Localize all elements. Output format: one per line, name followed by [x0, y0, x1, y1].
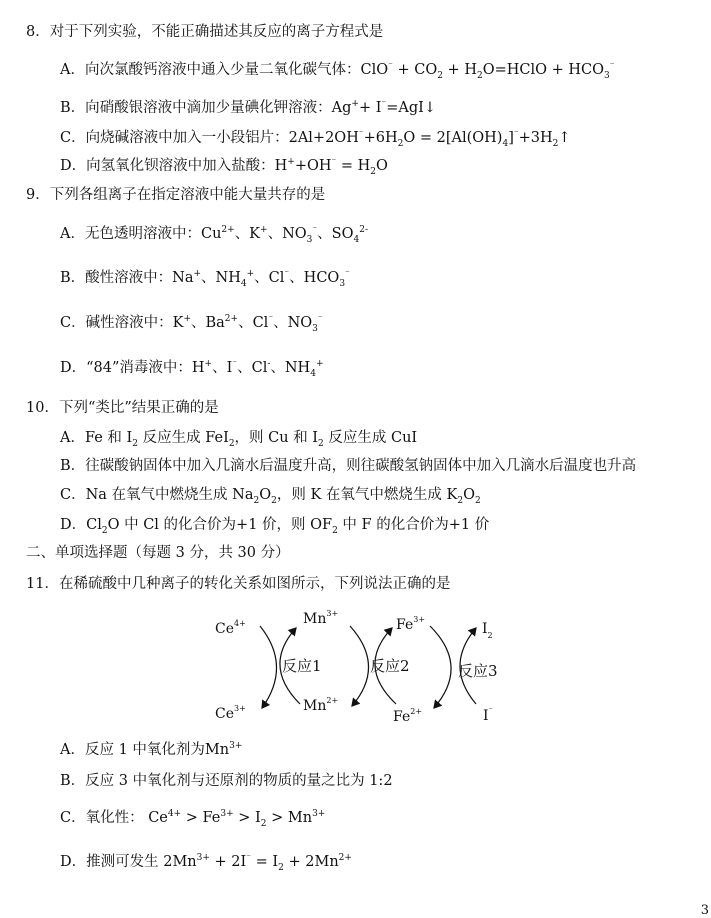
- q9-option-a: A．无色透明溶液中：$Cu^{2+}$、K+、$NO_3^{^-}$、$SO_4^{2-}$: [60, 225, 368, 245]
- q11-option-a: A．反应 1 中氧化剂为$Mn^{3+}$: [60, 741, 243, 758]
- reaction1-label: 反应1: [282, 657, 322, 675]
- q8-option-c: C．向烧碱溶液中加入一小段铝片：$2Al+2OH^{^-}+6H_2O$ = $2[Al(OH)_4]^{^-}+3H_2↑$: [60, 129, 571, 149]
- section-header: 二、单项选择题（每题 3 分，共 30 分）: [26, 545, 290, 561]
- q10-stem: 10．下列“类比”结果正确的是: [26, 400, 219, 416]
- i2-label: $I_2$: [482, 621, 493, 640]
- ce4-label: $Ce^{4+}$: [215, 619, 246, 637]
- q10-option-d: D．$Cl_2O$ 中 Cl 的化合价为+1 价，则 $OF_2$ 中 F 的化合价为+1 价: [60, 517, 490, 536]
- arc-mn3-to-mn2: [350, 626, 369, 706]
- q9-option-d: D．“84”消毒液中：H+、I⁻、Cl-、$NH_4^+$: [60, 359, 324, 379]
- arc-fe3-to-fe2: [430, 626, 451, 708]
- q11-option-c: C．氧化性： $Ce^{4+} > Fe^{3+} > I_2 > Mn^{3+}$: [60, 809, 326, 829]
- q11-option-d: D．推测可发生 $2Mn^{3+} + 2I^{^-} = I_2 + 2Mn^{2+}$: [60, 853, 352, 873]
- fe2-label: $Fe^{2+}$: [393, 707, 423, 725]
- mn2-label: $Mn^{2+}$: [303, 696, 339, 714]
- q8-option-a: A．向次氯酸钙溶液中通入少量二氧化碳气体：$ClO^{^-} + CO_2$ + $H_2O=HClO + HCO_3^{^-}$: [60, 61, 615, 81]
- q9-stem: 9．下列各组离子在指定溶液中能大量共存的是: [26, 187, 326, 203]
- q8-stem: 8．对于下列实验，不能正确描述其反应的离子方程式是: [26, 24, 384, 40]
- arc-ce4-to-ce3: [260, 626, 277, 708]
- q8-option-d: D．向氢氧化钡溶液中加入盐酸：$H^++OH^{^-} = H_2O$: [60, 157, 388, 177]
- q10-option-b: B．往碳酸钠固体中加入几滴水后温度升高，则往碳酸氢钠固体中加入几滴水后温度也升高: [60, 458, 637, 474]
- q11-option-b: B．反应 3 中氧化剂与还原剂的物质的量之比为 1:2: [60, 773, 393, 789]
- reaction2-label: 反应2: [370, 657, 410, 675]
- iminus-label: I⁻: [483, 706, 493, 724]
- q10-option-a: A．Fe 和 $I_2$ 反应生成 FeI$_2$，则 Cu 和 $I_2$ 反应生成 CuI: [60, 430, 418, 449]
- page-number: 3: [700, 903, 709, 918]
- q11-stem: 11．在稀硫酸中几种离子的转化关系如图所示，下列说法正确的是: [26, 576, 451, 592]
- reaction3-label: 反应3: [458, 662, 498, 680]
- redox-cycle-diagram: [200, 606, 540, 730]
- q9-option-c: C．碱性溶液中：K+、$Ba^{2+}$、Cl⁻、$NO_3^{^-}$: [60, 314, 323, 334]
- q10-option-c: C．Na 在氧气中燃烧生成 $Na_2O_2$，则 K 在氧气中燃烧生成 $K_2O_2$: [60, 487, 481, 506]
- q9-option-b: B．酸性溶液中：Na+、$NH_4^+$、Cl⁻、$HCO_3^{^-}$: [60, 269, 350, 289]
- mn3-label: $Mn^{3+}$: [303, 609, 339, 627]
- ce3-label: $Ce^{3+}$: [215, 704, 246, 722]
- q8-option-b: B．向硝酸银溶液中滴加少量碘化钾溶液：Ag++ I⁻=AgI↓: [60, 99, 437, 116]
- fe3-label: $Fe^{3+}$: [396, 615, 426, 633]
